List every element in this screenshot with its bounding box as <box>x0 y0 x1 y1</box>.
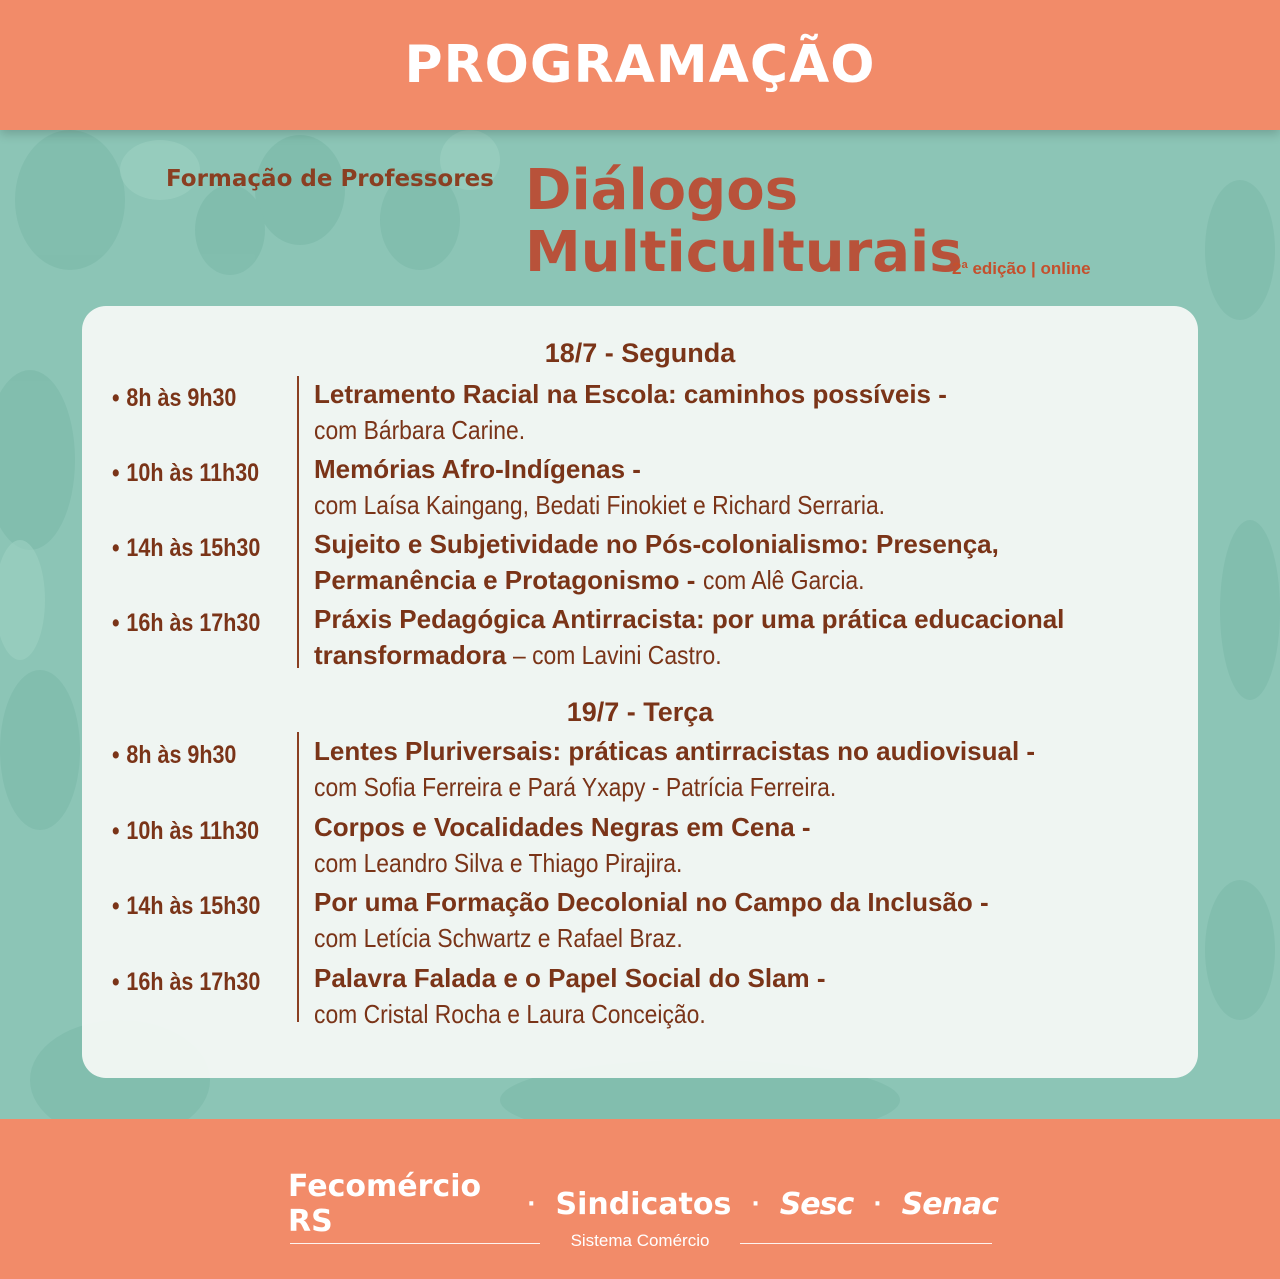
edition-label: 2ª edição | online <box>952 259 1091 278</box>
session-description <box>314 376 1174 448</box>
session-title-cont: Permanência e Protagonismo - <box>314 565 696 595</box>
session-title-cont: transformadora <box>314 640 507 670</box>
session-description <box>314 526 1174 598</box>
event-title <box>525 160 963 284</box>
session-title: Lentes Pluriversais: práticas antirracistas no audiovisual - <box>314 736 1036 766</box>
session-title: Memórias Afro-Indígenas - <box>314 454 641 484</box>
top-banner <box>0 0 1280 130</box>
event-subtitle: Formação de Professores <box>166 166 494 192</box>
session-description <box>314 451 1174 523</box>
page-title: PROGRAMAÇÃO <box>404 35 876 95</box>
session-time: • 8h às 9h30 <box>112 384 236 413</box>
day-title-monday: 18/7 - Segunda <box>544 338 736 368</box>
timeline-divider <box>297 376 299 668</box>
session-time: • 14h às 15h30 <box>112 892 260 921</box>
session-description <box>314 884 1174 956</box>
separator-dot: · <box>751 1191 760 1217</box>
footer-banner <box>0 1119 1280 1279</box>
session-title: Práxis Pedagógica Antirracista: por uma prática educacional <box>314 604 1065 634</box>
sesc-logo: Sesc <box>779 1186 854 1222</box>
timeline-divider <box>297 732 299 1022</box>
session-speakers: – com Lavini Castro. <box>513 640 722 670</box>
sindicatos-logo: Sindicatos <box>555 1186 732 1222</box>
session-speakers: com Leandro Silva e Thiago Pirajira. <box>314 848 683 878</box>
event-title-line-1: Diálogos <box>525 158 799 223</box>
session-description <box>314 809 1174 881</box>
fecomercio-logo: Fecomércio RS <box>288 1169 482 1239</box>
session-time: • 16h às 17h30 <box>112 609 260 638</box>
session-time: • 16h às 17h30 <box>112 968 260 997</box>
separator-dot: · <box>873 1191 882 1217</box>
session-speakers: com Cristal Rocha e Laura Conceição. <box>314 999 706 1029</box>
session-speakers: com Sofia Ferreira e Pará Yxapy - Patrícia Ferreira. <box>314 772 837 802</box>
senac-logo: Senac <box>901 1186 998 1222</box>
session-title: Letramento Racial na Escola: caminhos possíveis - <box>314 379 947 409</box>
session-title: Sujeito e Subjetividade no Pós-colonialismo: Presença, <box>314 529 999 559</box>
session-title: Palavra Falada e o Papel Social do Slam - <box>314 963 826 993</box>
session-time: • 14h às 15h30 <box>112 534 260 563</box>
session-title: Corpos e Vocalidades Negras em Cena - <box>314 812 811 842</box>
session-speakers: com Laísa Kaingang, Bedati Finokiet e Richard Serraria. <box>314 490 886 520</box>
event-title-line-2: Multiculturais <box>525 220 963 285</box>
session-time: • 8h às 9h30 <box>112 741 236 770</box>
sponsor-logos <box>288 1169 998 1239</box>
separator-dot: · <box>527 1191 536 1217</box>
system-label: Sistema Comércio <box>570 1231 710 1250</box>
schedule-card <box>82 306 1198 1078</box>
session-description <box>314 733 1174 805</box>
session-description <box>314 960 1174 1032</box>
day-title-tuesday: 19/7 - Terça <box>566 697 714 727</box>
session-time: • 10h às 11h30 <box>112 459 259 488</box>
session-speakers: com Bárbara Carine. <box>314 415 526 445</box>
session-title: Por uma Formação Decolonial no Campo da Inclusão - <box>314 887 989 917</box>
session-speakers: com Alê Garcia. <box>702 565 865 595</box>
session-time: • 10h às 11h30 <box>112 817 259 846</box>
session-speakers: com Letícia Schwartz e Rafael Braz. <box>314 923 683 953</box>
session-description <box>314 601 1174 673</box>
